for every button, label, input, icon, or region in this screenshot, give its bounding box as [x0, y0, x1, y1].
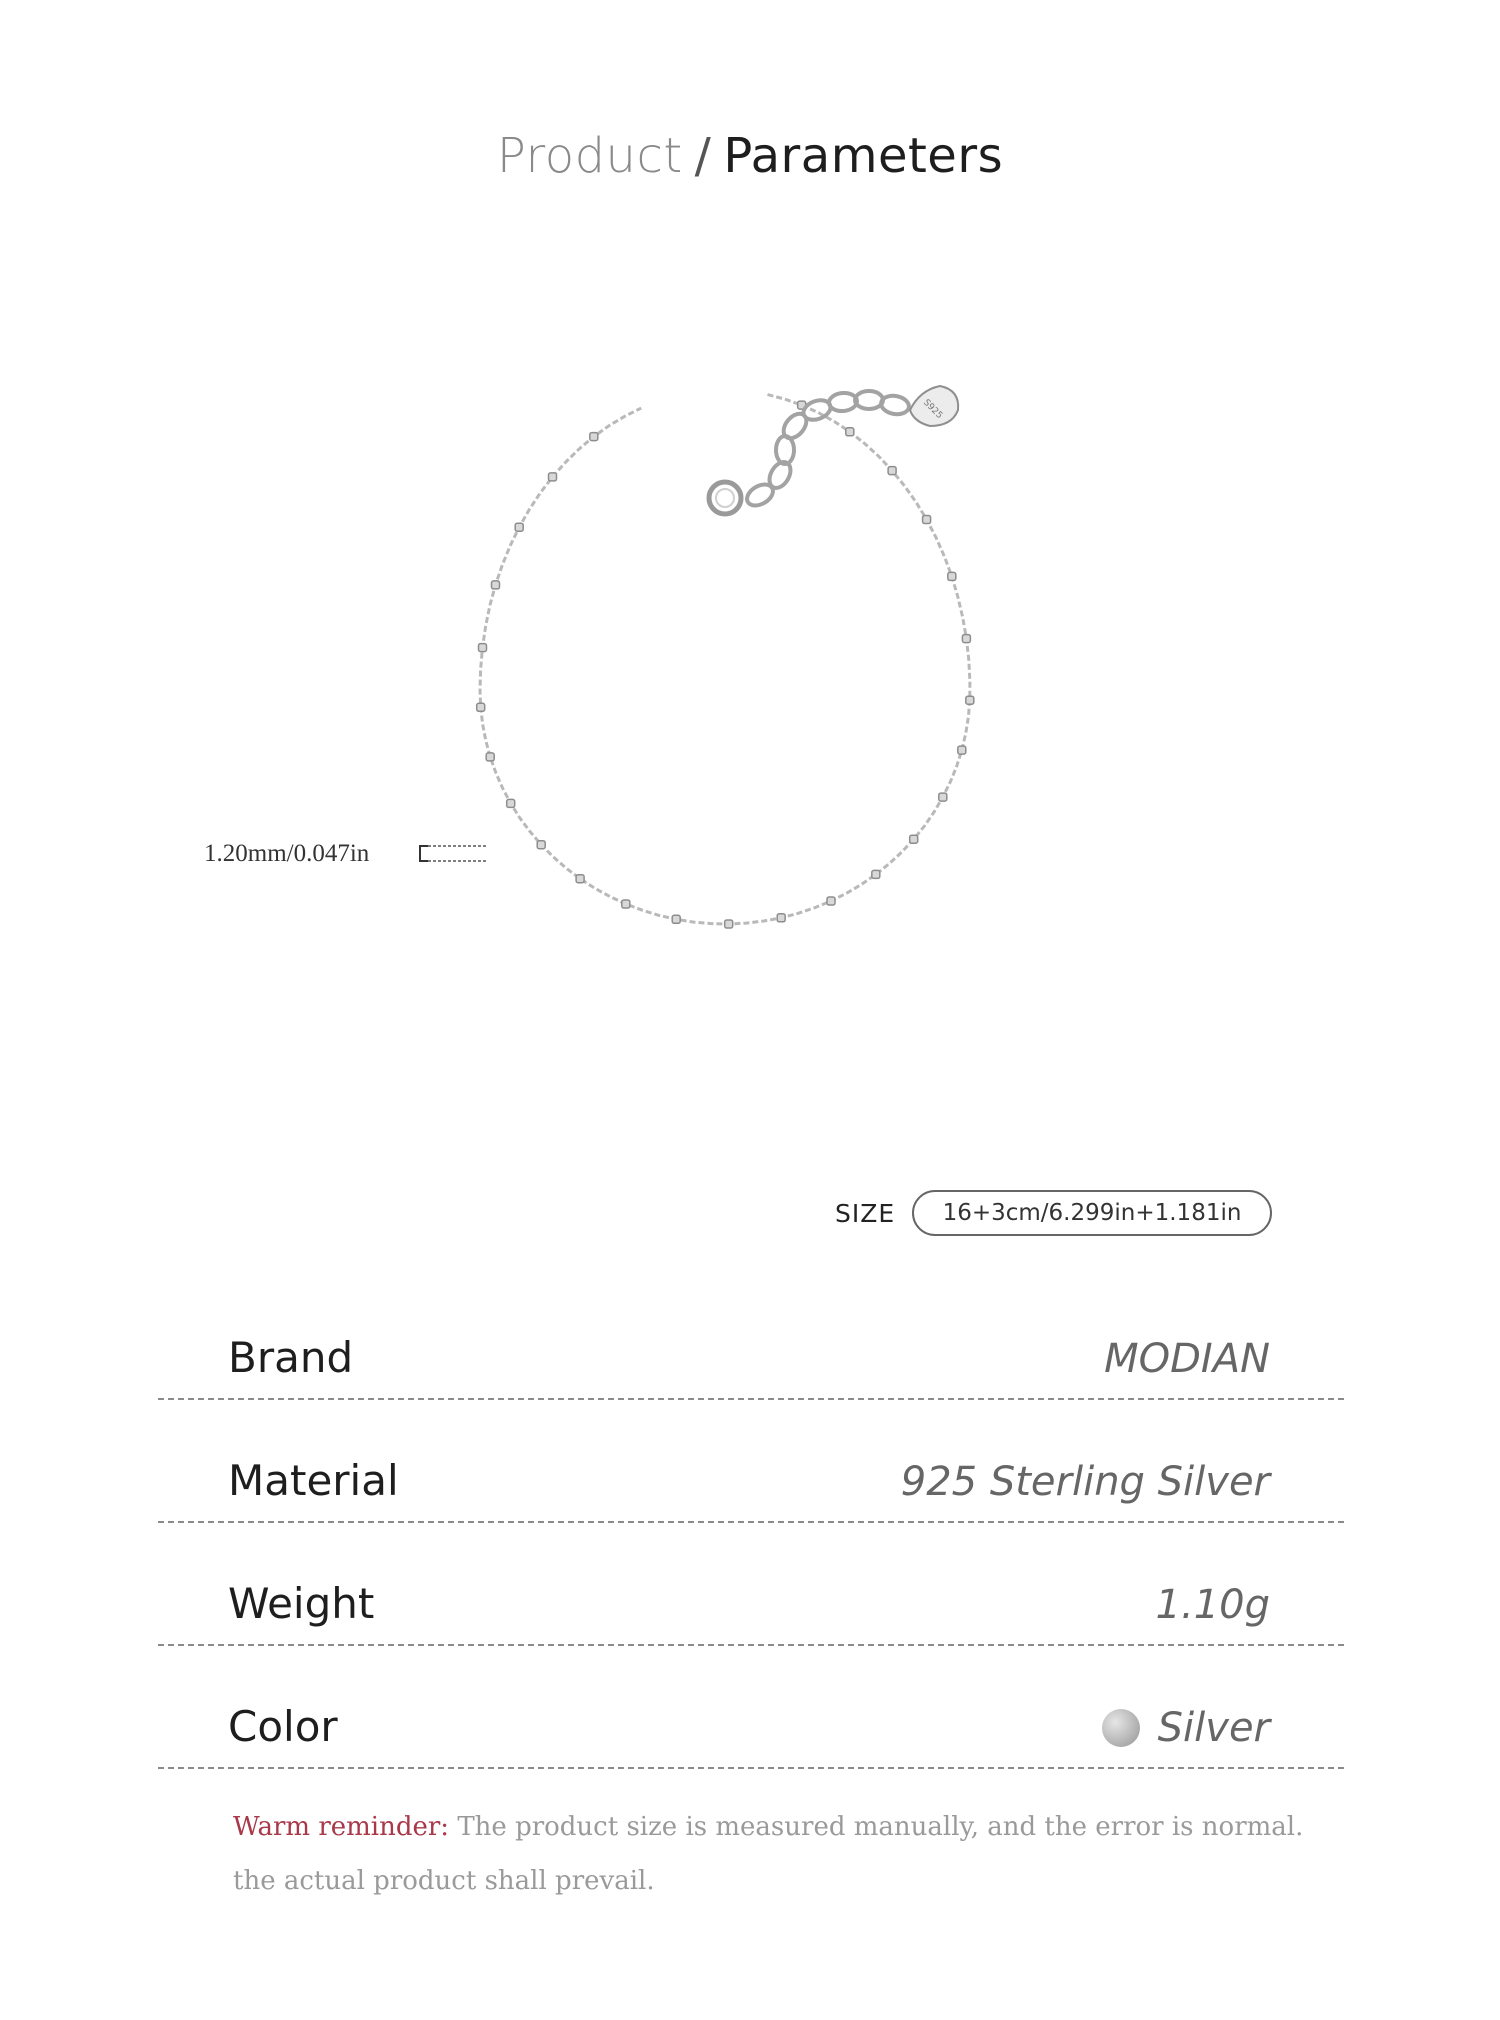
title-product: Product	[496, 128, 683, 184]
color-swatch-icon	[1102, 1709, 1140, 1747]
reminder-line2: the actual product shall prevail.	[233, 1866, 655, 1896]
extender-chain	[743, 391, 910, 510]
param-row-material	[158, 1433, 1344, 1523]
param-row-weight	[158, 1556, 1344, 1646]
param-value-wrap	[1102, 1705, 1270, 1751]
page-title	[0, 128, 1500, 184]
param-key: Brand	[228, 1333, 354, 1382]
param-key: Color	[228, 1702, 338, 1751]
param-key: Material	[228, 1456, 399, 1505]
clasp-ring	[709, 482, 741, 514]
reminder-line1: The product size is measured manually, and the error is normal.	[449, 1812, 1304, 1842]
tag-icon	[910, 386, 958, 426]
param-value: 925 Sterling Silver	[900, 1459, 1270, 1505]
size-label: SIZE	[835, 1199, 896, 1228]
thickness-marker-icon	[418, 843, 490, 867]
param-value: 1.10g	[1155, 1582, 1270, 1628]
param-row-brand	[158, 1310, 1344, 1400]
size-value-badge: 16+3cm/6.299in+1.181in	[912, 1190, 1272, 1236]
dashed-divider	[158, 1398, 1344, 1400]
dashed-divider	[158, 1521, 1344, 1523]
dashed-divider	[158, 1767, 1344, 1769]
param-value: Silver	[1157, 1705, 1270, 1751]
dashed-divider	[158, 1644, 1344, 1646]
param-row-color	[158, 1679, 1344, 1769]
reminder-prefix: Warm reminder:	[233, 1812, 450, 1842]
title-separator: /	[694, 128, 712, 184]
svg-text:S925: S925	[920, 397, 945, 422]
title-parameters: Parameters	[723, 128, 1004, 184]
thickness-label: 1.20mm/0.047in	[204, 840, 370, 867]
bracelet-image	[420, 360, 1040, 1020]
warm-reminder	[233, 1800, 1333, 1908]
param-key: Weight	[228, 1579, 375, 1628]
param-value: MODIAN	[1104, 1336, 1270, 1382]
